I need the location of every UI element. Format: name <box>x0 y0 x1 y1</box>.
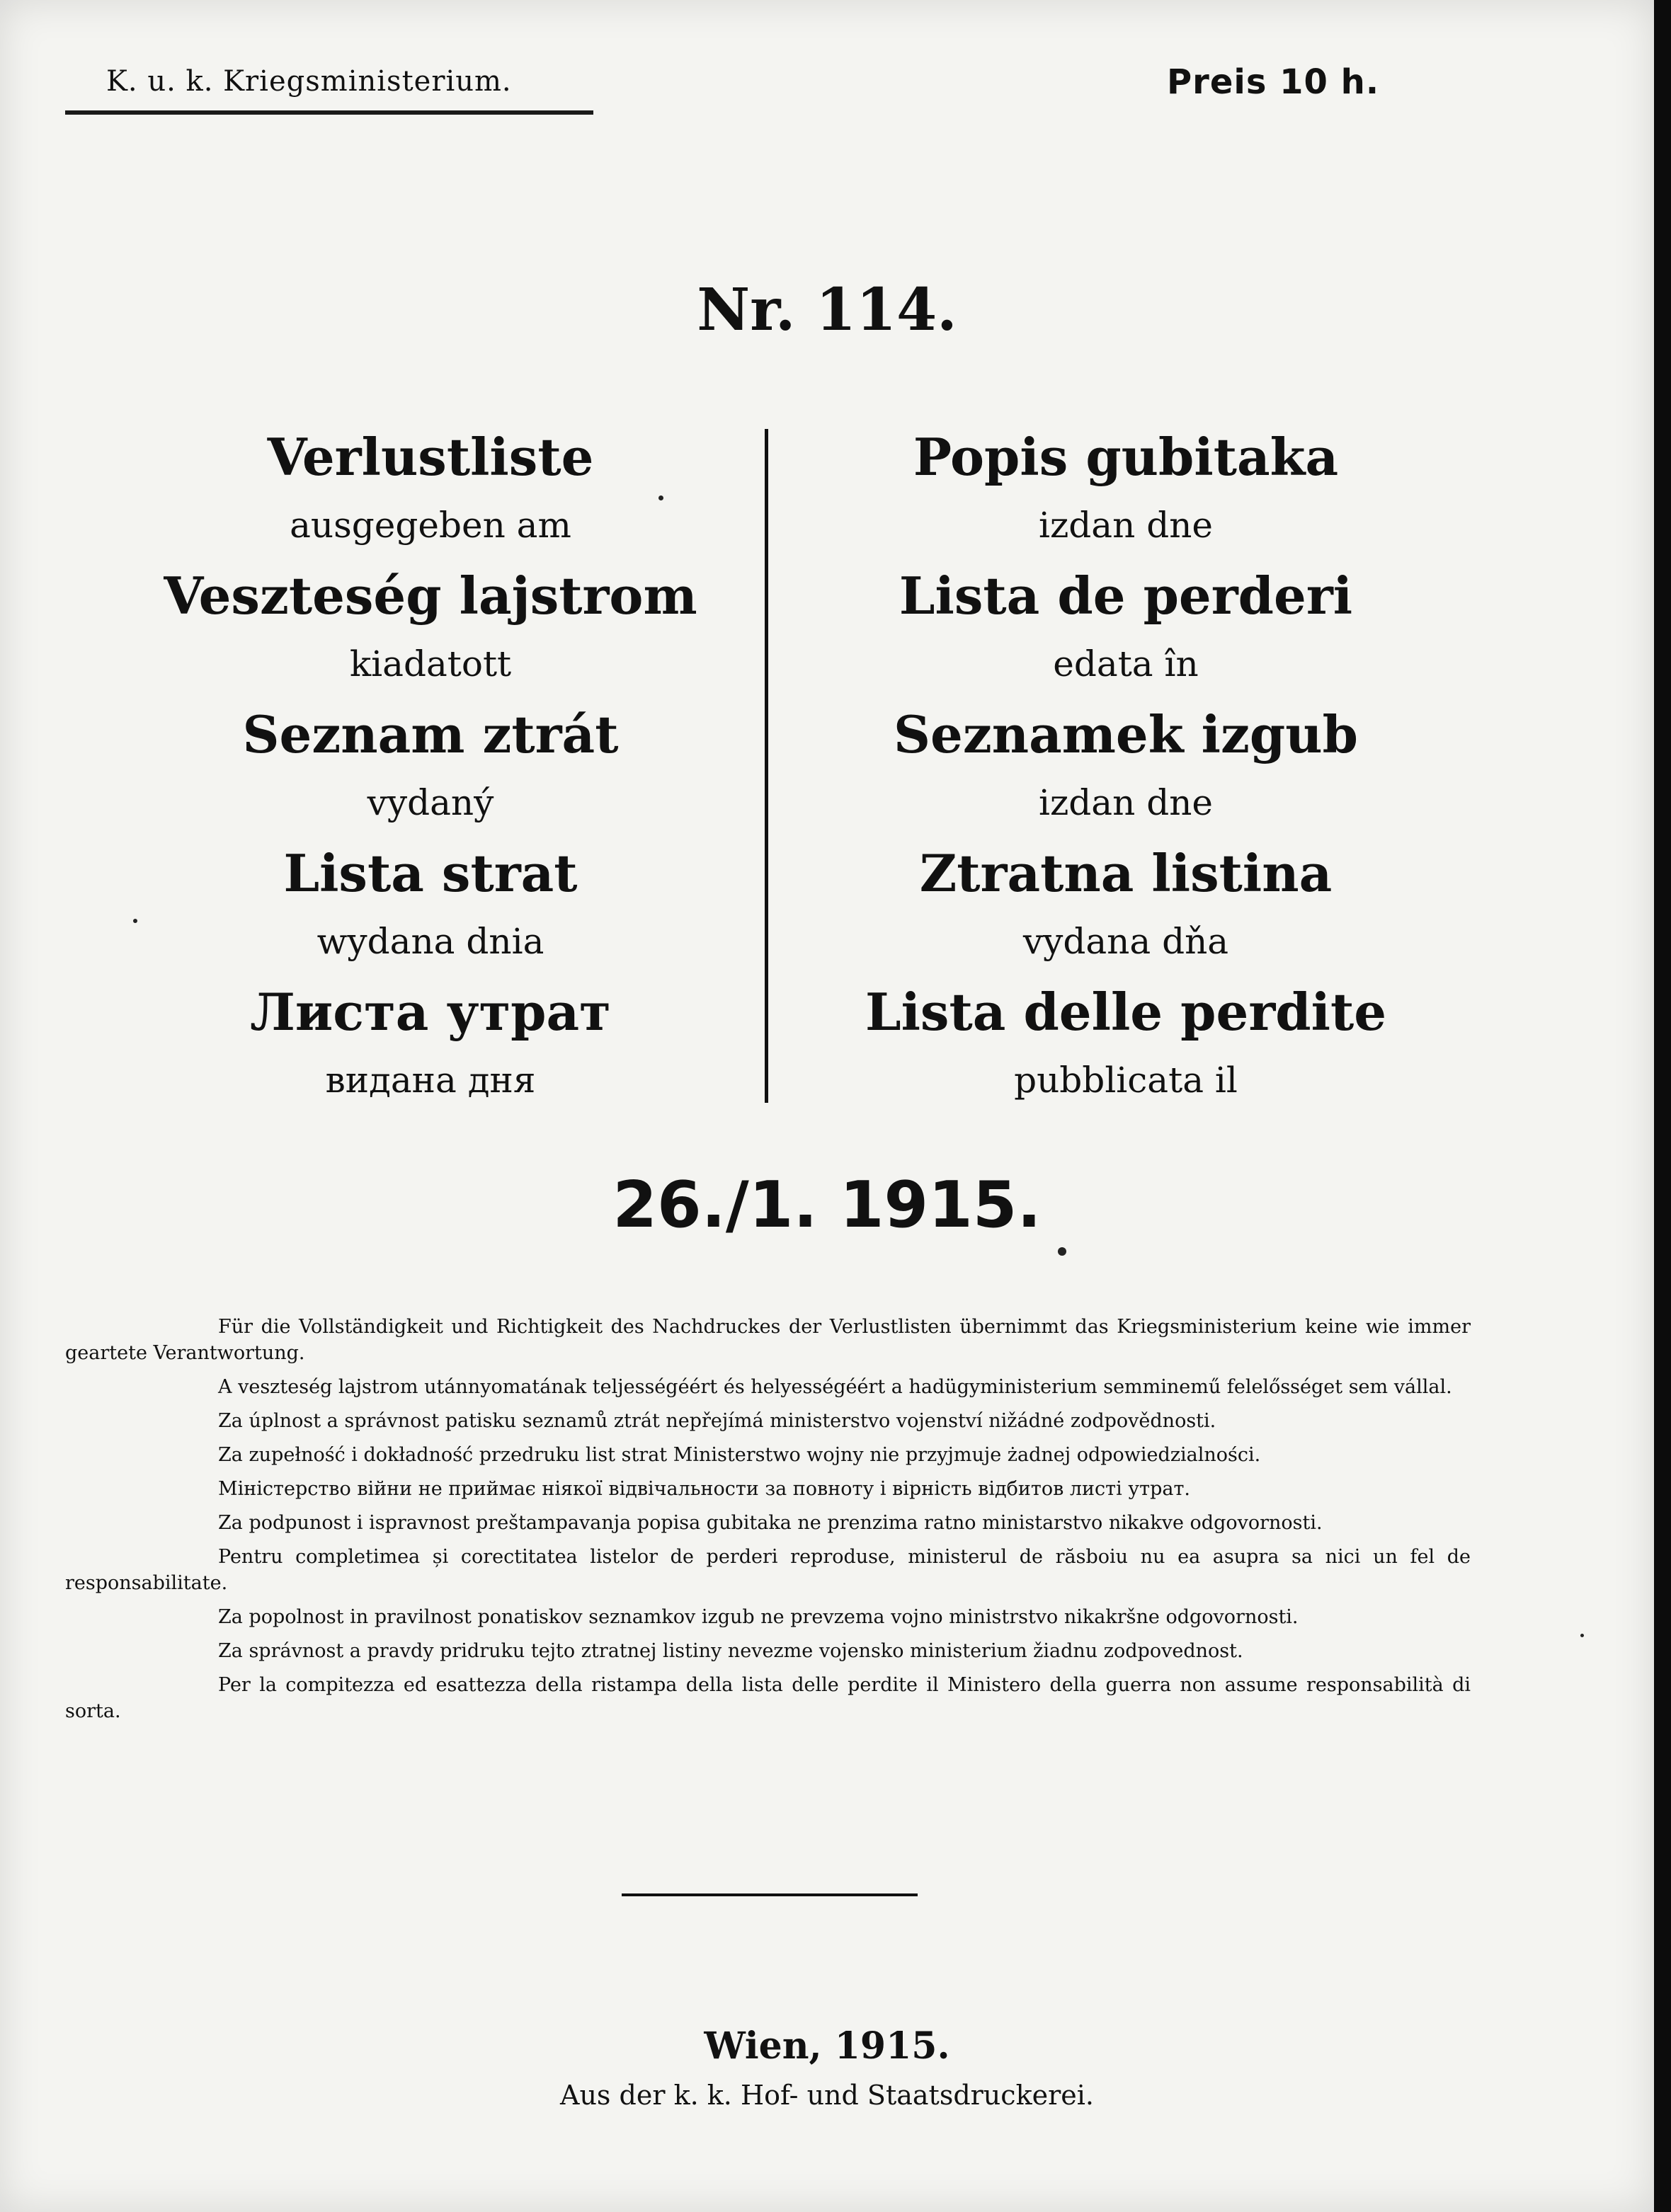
issue-number: Nr. 114. <box>697 276 957 344</box>
titles-left-column <box>76 418 785 1111</box>
list-subtitle: vydaný <box>367 782 494 823</box>
list-subtitle: izdan dne <box>1038 782 1214 823</box>
list-title: Lista delle perdite <box>865 982 1387 1042</box>
ministry-header: K. u. k. Kriegsministerium. <box>106 65 512 98</box>
list-title: Lista de perderi <box>899 566 1353 626</box>
price-label: Preis 10 h. <box>1167 62 1380 102</box>
list-title: Листа утрат <box>250 982 611 1042</box>
disclaimer-ukrainian: Міністерство війни не приймає ніякої відвічальности за повноту і вірність відбитов листі утрат. <box>218 1478 1191 1500</box>
disclaimer-polish: Za zupełność i dokładność przedruku list strat Ministerstwo wojny nie przyjmuje żadnej odpowiedzialności. <box>218 1444 1261 1466</box>
title-entry <box>772 973 1480 1111</box>
list-subtitle: vydana dňa <box>1022 921 1229 962</box>
disclaimer-hungarian: A veszteség lajstrom utánnyomatának teljességéért és helyességéért a hadügyministerium semminemű felelősséget sem vállal. <box>218 1376 1452 1398</box>
titles-right-column <box>772 418 1480 1111</box>
disclaimer-slovak: Za správnost a pravdy pridruku tejto ztratnej listiny nevezme vojensko ministerium žiadnu zodpovednost. <box>218 1640 1243 1662</box>
list-subtitle: kiadatott <box>349 643 512 684</box>
list-title: Seznamek izgub <box>894 704 1358 764</box>
title-entry <box>76 834 785 973</box>
disclaimer-italian: Per la compitezza ed esattezza della ristampa della lista delle perdite il Ministero della guerra non assume responsabilità di sorta. <box>65 1674 1471 1722</box>
list-title: Popis gubitaka <box>913 427 1339 487</box>
title-entry <box>76 973 785 1111</box>
title-entry <box>772 556 1480 695</box>
list-subtitle: ausgegeben am <box>290 505 571 546</box>
list-title: Seznam ztrát <box>242 704 619 764</box>
place-and-year: Wien, 1915. <box>704 2024 950 2068</box>
list-subtitle: edata în <box>1053 643 1199 684</box>
ink-speck <box>1058 1247 1066 1256</box>
column-divider <box>765 429 768 1103</box>
title-entry <box>772 834 1480 973</box>
disclaimer-romanian: Pentru completimea și corectitatea listelor de perderi reproduse, ministerul de răsboiu nu ea asupra sa nici un fel de responsabilitate. <box>65 1546 1471 1594</box>
title-entry <box>76 695 785 834</box>
ink-speck <box>658 495 663 500</box>
title-entry <box>76 556 785 695</box>
footer-rule <box>622 1893 918 1896</box>
printer-imprint: Aus der k. k. Hof- und Staatsdruckerei. <box>560 2080 1094 2111</box>
disclaimer-czech: Za úplnost a správnost patisku seznamů ztrát nepřejímá ministerstvo vojenství nižádné zodpovědnosti. <box>218 1410 1216 1432</box>
title-entry <box>772 695 1480 834</box>
page-edge <box>1654 0 1671 2212</box>
disclaimer-block <box>65 1314 1471 1732</box>
list-title: Veszteség lajstrom <box>164 566 697 626</box>
list-subtitle: izdan dne <box>1038 505 1214 546</box>
title-entry <box>76 418 785 556</box>
list-subtitle: wydana dnia <box>316 921 544 962</box>
disclaimer-croatian: Za podpunost i ispravnost preštampavanja popisa gubitaka ne prenzima ratno ministarstvo nikakve odgovornosti. <box>218 1512 1323 1534</box>
header-underline <box>65 110 593 115</box>
list-title: Verlustliste <box>267 427 594 487</box>
ink-speck <box>133 919 137 923</box>
list-subtitle: видана дня <box>325 1060 536 1101</box>
disclaimer-slovenian: Za popolnost in pravilnost ponatiskov seznamkov izgub ne prevzema vojno ministrstvo nikakršne odgovornosti. <box>218 1606 1299 1628</box>
list-title: Lista strat <box>283 843 578 903</box>
list-title: Ztratna listina <box>919 843 1333 903</box>
ink-speck <box>1580 1634 1584 1637</box>
title-entry <box>772 418 1480 556</box>
disclaimer-german: Für die Vollständigkeit und Richtigkeit des Nachdruckes der Verlustlisten übernimmt das Kriegsministerium keine wie immer geartete Verantwortung. <box>65 1316 1471 1364</box>
publication-date: 26./1. 1915. <box>612 1168 1042 1242</box>
list-subtitle: pubblicata il <box>1014 1060 1238 1101</box>
